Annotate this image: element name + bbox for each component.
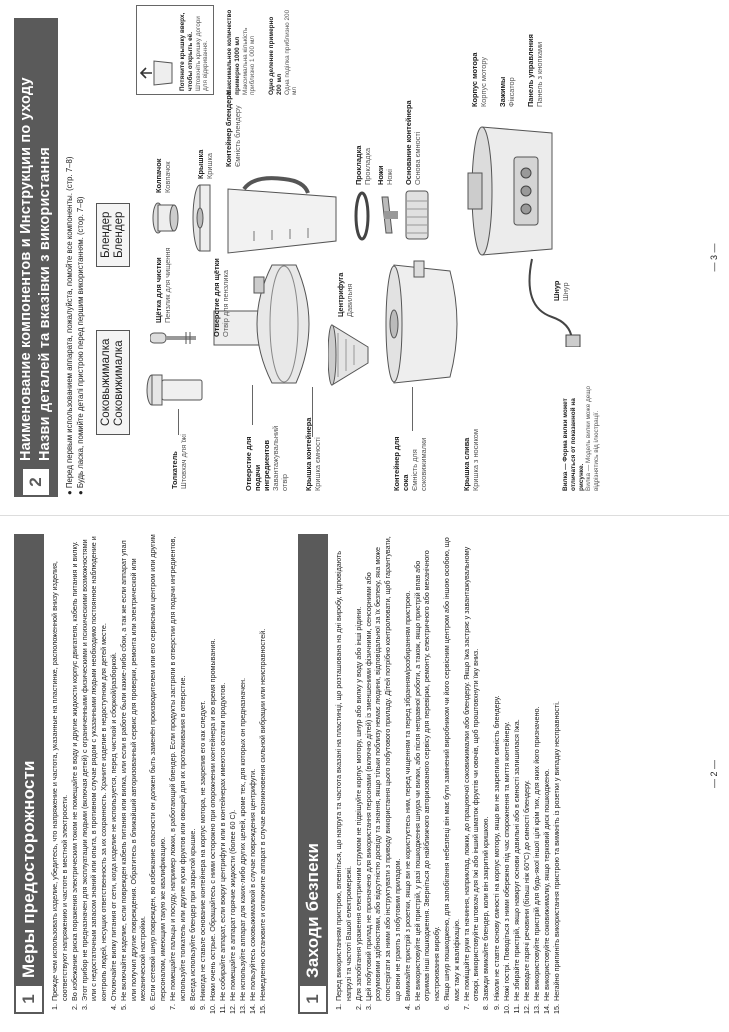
safety-item-text: Если сетевой шнур поврежден, во избежание опасности он должен быть заменён производителем или его сервисным центром или другим персоналом, имеющим такую же квалификацию. (148, 534, 168, 1001)
safety-item-text: Не використовуйте пристрій для будь-якої іншої цілі крім тих, для яких його призначено. (531, 706, 541, 1001)
safety-item-number: 10. (208, 1004, 217, 1014)
lid-illustration (192, 183, 218, 253)
section-title-ru: Наименование компонентов и Инструкции по уходу (18, 77, 34, 461)
section-title: Заходи безпеки (303, 842, 322, 978)
safety-item (542, 534, 552, 1014)
pusher-label: Толкатель Штовхач для їжі (170, 434, 188, 489)
safety-item-number: 3. (363, 1004, 373, 1010)
safety-item-number: 2. (69, 1004, 79, 1010)
gasket-illustration (354, 191, 370, 241)
section-title: Меры предосторожности (19, 760, 38, 978)
safety-item (188, 534, 198, 1014)
safety-item (502, 534, 512, 1014)
section-title-ua: Назви деталей та вказівки з використання (37, 147, 53, 461)
safety-item-text: Ножі гострі. Поводіться з ними обережно під час спорожнення та миття контейнеру. (501, 721, 511, 1001)
safety-item-number: 10. (501, 1004, 511, 1014)
lid-label: Крышка Кришка (196, 149, 214, 179)
safety-item (462, 534, 481, 1014)
safety-item-text: Не використовуйте цей пристрій, у разі пошкодження шнура чи вилки, або після неправної роботи, а також, якщо пристрій впав або отримав інші пошкодження. Зверніться до найближчого авторизованого сервісу для перевірки, ремонту, електричного або механічного настроювання виробу. (412, 550, 441, 1001)
plug-note: Вилка — Форма вилки может отличаться от показанной на рисунке. Вилка — Модель вилки може дещо відрізнятись від ілюстрації. (562, 385, 601, 491)
blades-label: Ножи Ножі (376, 165, 394, 185)
safety-item-text: Не используйте аппарат для каких-либо других целей, кроме тех, для которых он предназначен. (238, 678, 248, 1001)
container-lid-leader (312, 387, 313, 437)
brush-illustration (150, 327, 200, 349)
intro-ua: ● Будь ласка, помийте деталі пристрою перед першим використанням. (стор. 7–8) (75, 18, 86, 495)
safety-item (413, 534, 442, 1014)
safety-item-number: 9. (197, 1004, 207, 1010)
safety-item-number: 1. (334, 1004, 343, 1010)
safety-item-text: Не поміщайте руки та начиння, наприклад, ложки, до працюючої соковижималки або блендеру. Якщо їжа застряє у завантажувальному отворі, використовуйте штовхач для їжі або інший шматок фруктів чи овочів, щоб проштовхнути їжу вниз. (461, 546, 481, 1001)
brush-label: Щётка для чистки Пензлик для чищення (154, 247, 172, 323)
intro-notes (64, 18, 86, 495)
juicer-banner: Соковыжималка Соковижималка (96, 330, 130, 435)
safety-item-text: Не помещайте в аппарат горячие жидкости (более 60 С). (228, 809, 238, 1001)
safety-item (70, 534, 80, 1014)
safety-item (218, 534, 228, 1014)
feed-tube-label: Отверстие для подачи ингредиентов Завантажувальний отвір (244, 425, 289, 491)
safety-item (168, 534, 187, 1014)
safety-item-text: Не збирайте пристрій, якщо навкруг основи давильні або в ємності залишилася їжа. (511, 719, 521, 1001)
safety-item (522, 534, 532, 1014)
safety-item-number: 12. (521, 1004, 531, 1014)
safety-item (228, 534, 238, 1014)
safety-list-ua-box (334, 534, 634, 1014)
parts-diagram (92, 9, 692, 497)
page-number: — 2 — (709, 760, 719, 789)
safety-item (238, 534, 248, 1014)
feed-tube-leader (252, 385, 253, 425)
spout-lid-label: Крышка слива Кришка з носиком (462, 429, 480, 491)
feed-opening-label: Отверстие для щётки Отвір для пензлика (212, 258, 230, 337)
safety-item-number: 13. (531, 1004, 541, 1014)
safety-item-number: 7. (461, 1004, 471, 1010)
safety-item-number: 7. (168, 1004, 178, 1010)
container-base-label: Основание контейнера Основа ємності (404, 100, 422, 185)
safety-item-text: Всегда используйте блендер при закрытой крышке. (187, 828, 197, 1001)
safety-item (532, 534, 542, 1014)
section-number: 2 (23, 469, 49, 495)
blades-illustration (376, 193, 398, 237)
safety-item-number: 8. (187, 1004, 197, 1010)
juice-container-label: Контейнер для сока Ємність для соковижималки (392, 436, 428, 491)
cord-label: Шнур Шнур (552, 280, 570, 301)
safety-item (364, 534, 402, 1014)
safety-item-number: 12. (228, 1004, 238, 1014)
safety-list-ru-box (50, 534, 288, 1014)
section-number: 1 (16, 986, 42, 1012)
gasket-label: Прокладка Прокладка (354, 145, 372, 185)
safety-item-number: 9. (491, 1004, 501, 1010)
cord-illustration (512, 257, 582, 347)
safety-item-text: Перед використанням пристрою, впевніться, що напруга та частота вказані на пластинці, що розташована на дні виробу, відповідають напрузі та частоті Вашої електромережі. (334, 550, 353, 1001)
safety-item-text: Негайно припиніть використання пристрою та вимкніть із розетки у випадку несправності. (552, 701, 562, 1001)
safety-item-text: Ножи очень острые. Обращайтесь с ними осторожно при опорожнении контейнера и во время промывания. (208, 638, 217, 1001)
intro-ru: ● Перед первым использованием аппарата, пожалуйста, помойте все компоненты. (стр. 7–8) (64, 18, 75, 495)
safety-item-text: Не пользуйтесь соковыжималкой в случае повреждения центрифуги. (248, 768, 258, 1001)
safety-item-text: Не включайте изделие, если поврежден кабель питания или вилка, или если в работе были какие-либо сбои, а так же если аппарат упал или получил другие повреждения. Обратитесь в ближайший авторизованный сервис для проверки, ремонта или электрической или механической настройки. (119, 540, 148, 1001)
safety-item-text: Прежде чем использовать изделие, убедитесь, что напряжение и частота, указанные на пластинке, расположенной внизу изделия, соответствуют напряжению и частоте в местной электросети. (50, 561, 69, 1001)
safety-item (442, 534, 461, 1014)
clamps-label: Зажимы Фіксатор (498, 76, 516, 107)
section-header-parts (14, 18, 58, 497)
max-capacity-label: Максимальное количество примерно 1000 мл Максимальна кількість приблизно 1 000 мл (226, 9, 257, 95)
safety-item-text: Не вводьте гарячі речовини (більш ніж 60°C) до ємності блендеру. (521, 780, 531, 1001)
blender-container-illustration (224, 175, 344, 259)
safety-item (334, 534, 353, 1014)
safety-item (258, 534, 268, 1014)
safety-list-ua (334, 534, 562, 1014)
safety-list-ru (50, 534, 268, 1014)
pull-tip-text: Потяните крышку вверх, чтобы открыть её. Штовхніть кришку догори для відкривання. (179, 12, 210, 91)
safety-item-text: Во избежание риска поражения электрическим током не помещайте в воду и другие жидкости корпус двигателя, кабель питания и вилку. (69, 541, 79, 1001)
control-panel-label: Панель управления Панель з кнопками (526, 34, 544, 107)
safety-item-text: Никогда не ставьте основание контейнера на корпус мотора, не закрепив его как следует. (197, 700, 207, 1001)
safety-item (552, 534, 562, 1014)
safety-item (248, 534, 258, 1014)
motor-body-illustration (464, 121, 556, 261)
safety-item-number: 5. (119, 1004, 129, 1010)
safety-item-number: 11. (218, 1004, 228, 1014)
container-lid-label: Крышка контейнера Кришка ємності (304, 417, 322, 491)
safety-item-number: 14. (248, 1004, 258, 1014)
juice-container-illustration (384, 259, 464, 389)
motor-body-label: Корпус мотора Корпус мотору (470, 52, 488, 107)
safety-item-text: Завжди вмикайте блендер, коли він закритий кришкою. (481, 816, 491, 1001)
safety-item-text: Для запобігання ураження електричним струмом не підвішуйте корпус мотору, шнур або вилку у воду або інші рідини. (353, 606, 363, 1001)
page-number: — 3 — (709, 243, 719, 272)
cap-illustration (152, 201, 182, 235)
safety-item-text: Не використовуйте соковижималку, якщо терковий диск пошкоджено. (541, 768, 551, 1001)
centrifuge-label: Центрифуга Давильня (336, 272, 354, 317)
safety-item (403, 534, 413, 1014)
safety-item-text: Вимикайте пристрій з розетки, якщо ви не користуєтесь ним, перед чищенням та перед зібранням/розбиранням пристрою. (402, 590, 412, 1001)
blender-banner: Блендер Блендер (96, 203, 130, 267)
safety-item-text: Ніколи не ставте основу ємності на корпус мотору, якщо ви не закрепили ємність блендеру. (491, 695, 501, 1001)
safety-item-text: Отключайте вилку питания от сети, когда изделие не используется, перед чисткой и сборкой/разборкой. (109, 652, 119, 1001)
safety-item (148, 534, 167, 1014)
safety-item-number: 15. (258, 1004, 268, 1014)
safety-item (208, 534, 218, 1014)
safety-item (198, 534, 208, 1014)
safety-item-number: 4. (402, 1004, 412, 1010)
safety-item-number: 1. (50, 1004, 59, 1010)
safety-item-number: 11. (511, 1004, 521, 1014)
safety-item-number: 6. (148, 1004, 158, 1010)
safety-item-number: 8. (481, 1004, 491, 1010)
section-number: 1 (300, 986, 326, 1012)
safety-item-text: Этот прибор не предназначен для эксплуатации людьми (включая детей) с ограниченными физическими и психическими возможностями или с недостаточным запасом знаний или опыта, в противном случае рядом с указанными людьми необходимо постоянное наблюдение и контроль людей, несущих ответственность за их сохранность. Храните изделие в недоступном для детей месте. (79, 536, 108, 1001)
safety-item-text: Якщо шнур пошкоджено, для запобігання небезпеці він має бути замінений виробником чи його сервісним центром або іншою особою, що має таку ж кваліфікацію. (442, 537, 461, 1001)
pull-tip-icon (140, 51, 174, 91)
cap-label: Колпачок Ковпачок (154, 158, 172, 193)
centrifuge-illustration (328, 323, 374, 387)
pusher-leader (178, 409, 179, 435)
blender-container-label: Контейнер блендера Ємність блендеру (224, 91, 242, 167)
safety-item-number: 13. (238, 1004, 248, 1014)
container-base-illustration (402, 189, 432, 241)
left-page (0, 516, 729, 1032)
pusher-illustration (146, 373, 204, 407)
safety-item (50, 534, 69, 1014)
safety-item-number: 15. (552, 1004, 562, 1014)
safety-item-text: Не помещайте пальцы и посуду, например ложки, в работающий блендер. Если продукты застряли в отверстии для подачи ингредиентов, используйте толкатель или другие куски фруктов или овощей для их проталкивания в отверстие. (168, 536, 187, 1001)
section-header-ru (14, 534, 44, 1014)
safety-item (354, 534, 364, 1014)
safety-item-text: Цей побутовий прилад не призначено для використання персонами (включно дітей) із зменшеними фізичними, сенсорними або розумовими здібностями, або відсутністю досвіду та знання, якщо тільки поблизу немає людини, відповідальної за їх безпеку, яка може спостерігати за ними або інструктувати з приводу використання цього побутового приладу. Дітей потрібно контролювати, щоб гарантувати, що вони не грають з побутовим приладом. (363, 536, 402, 1001)
safety-item (512, 534, 522, 1014)
safety-item (481, 534, 491, 1014)
safety-item-number: 5. (412, 1004, 422, 1010)
safety-item-number: 6. (442, 1004, 452, 1010)
safety-item (80, 534, 109, 1014)
section-header-ua (298, 534, 328, 1014)
safety-item (492, 534, 502, 1014)
safety-item-text: Не собирайте аппарат, если вокруг центрифуги или в контейнерах имеются остатки продуктов. (218, 682, 228, 1001)
safety-item (119, 534, 148, 1014)
safety-item-number: 4. (109, 1004, 119, 1010)
safety-item (109, 534, 119, 1014)
juice-container-leader (412, 387, 413, 431)
safety-item-text: Немедленно остановите и отключите аппарат в случае возникновения сильной вибрации или неисправностей. (258, 628, 268, 1001)
safety-item-number: 2. (353, 1004, 363, 1010)
safety-item-number: 3. (79, 1004, 89, 1010)
safety-item-number: 14. (541, 1004, 551, 1014)
one-division-label: Одно деление примерно 200 мл Одна поділка приблизно 200 мл (268, 9, 299, 95)
pull-tip-box (136, 5, 214, 95)
